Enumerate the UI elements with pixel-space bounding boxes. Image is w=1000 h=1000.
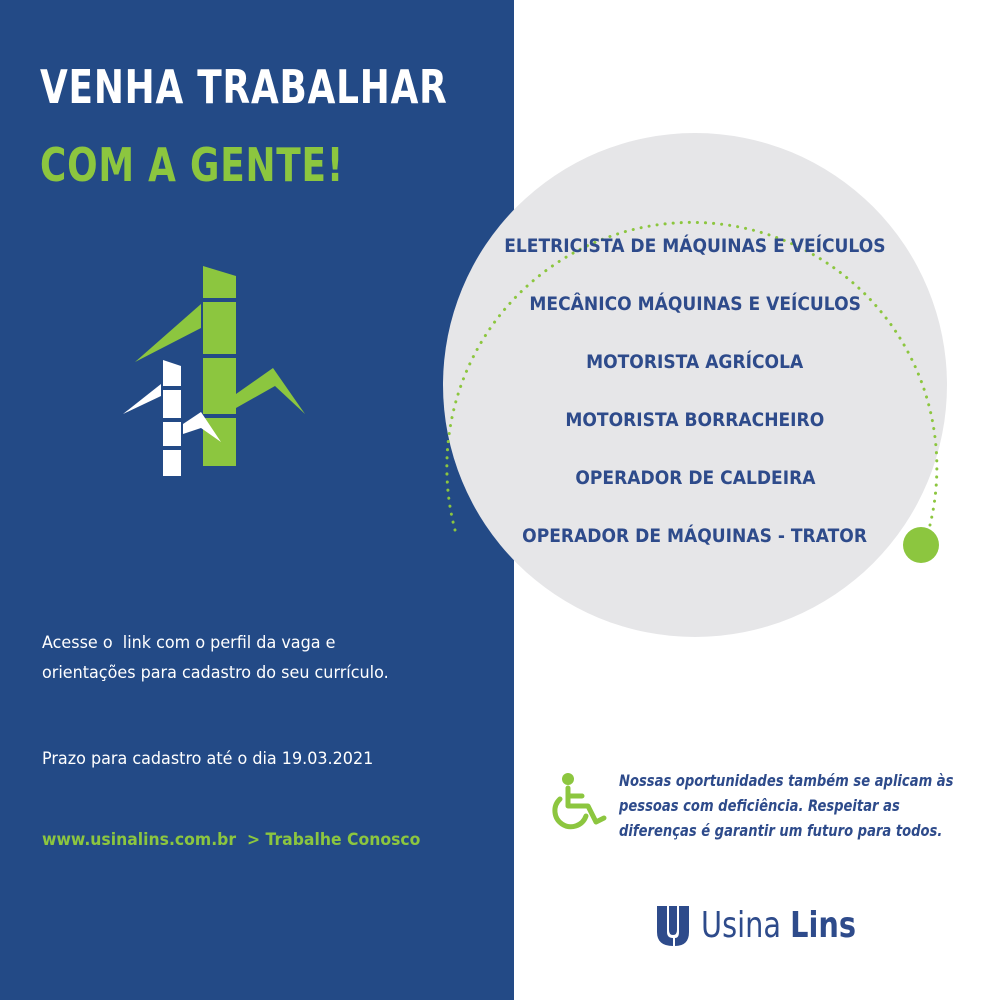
instructions-line-2: orientações para cadastro do seu currículo. bbox=[42, 663, 389, 683]
deadline-text bbox=[42, 744, 394, 774]
headline-line-2: COM A GENTE! bbox=[40, 138, 344, 192]
headline-line-1: VENHA TRABALHAR bbox=[40, 60, 448, 114]
wheelchair-icon bbox=[548, 772, 612, 832]
job-item: MECÂNICO MÁQUINAS E VEÍCULOS bbox=[529, 293, 861, 315]
instructions-line-1: Acesse o link com o perfil da vaga e bbox=[42, 633, 336, 653]
inclusion-line-2: pessoas com deficiência. Respeitar as bbox=[619, 796, 900, 815]
website-text: www.usinalins.com.br > Trabalhe Conosco bbox=[42, 830, 421, 850]
job-item: OPERADOR DE MÁQUINAS - TRATOR bbox=[522, 525, 868, 547]
inclusion-line-3: diferenças é garantir um futuro para todos. bbox=[619, 821, 943, 840]
deadline-label: Prazo para cadastro até o dia 19.03.2021 bbox=[42, 749, 374, 769]
sugarcane-icon bbox=[115, 262, 315, 482]
website-link[interactable] bbox=[42, 830, 453, 850]
brand-logo bbox=[655, 900, 895, 950]
job-item: MOTORISTA AGRÍCOLA bbox=[586, 351, 804, 373]
job-item: ELETRICISTA DE MÁQUINAS E VEÍCULOS bbox=[504, 235, 886, 257]
application-instructions bbox=[42, 628, 411, 688]
inclusion-line-1: Nossas oportunidades também se aplicam às bbox=[619, 771, 954, 790]
inclusion-note bbox=[619, 768, 1000, 843]
job-item: OPERADOR DE CALDEIRA bbox=[574, 467, 816, 489]
usina-lins-logo-icon bbox=[655, 902, 691, 948]
job-item: MOTORISTA BORRACHEIRO bbox=[565, 409, 825, 431]
brand-name: Usina Lins bbox=[701, 904, 857, 946]
jobs-list bbox=[470, 226, 920, 574]
